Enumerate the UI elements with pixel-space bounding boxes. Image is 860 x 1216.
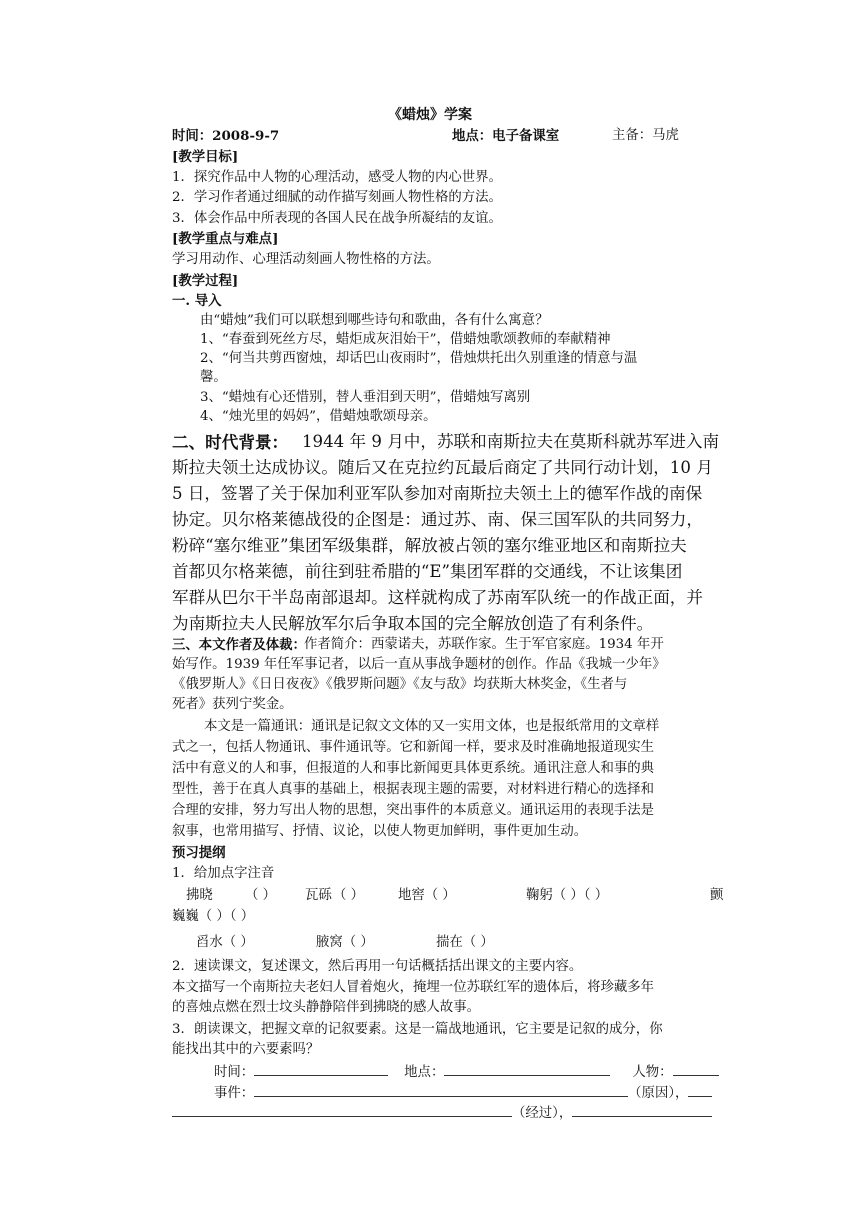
fill-row-1	[214, 1062, 719, 1082]
cause-blank[interactable]	[688, 1083, 712, 1097]
intro-item: 馨。	[200, 370, 227, 385]
pinyin-word: 巍巍（ ）（ ）	[172, 909, 255, 924]
fill-row-3	[172, 1103, 712, 1123]
pinyin-word: 颤	[710, 888, 724, 903]
time-label: 时间：	[214, 1065, 255, 1080]
intro-item: 1、“春蚕到死丝方尽，蜡炬成灰泪始干”，借蜡烛歌颂教师的奉献精神	[200, 332, 611, 347]
result-blank[interactable]	[572, 1103, 712, 1117]
pinyin-word: 揣在（ ）	[436, 935, 494, 950]
place-label: 地点：	[404, 1065, 445, 1080]
background-line: 斯拉夫领土达成协议。随后又在克拉约瓦最后商定了共同行动计划，10 月	[172, 458, 713, 477]
author-line: 《俄罗斯人》《日日夜夜》《俄罗斯问题》《友与敌》均获斯大林奖金，《生者与	[172, 677, 628, 692]
pinyin-blank: （ ）	[333, 888, 365, 903]
cause-label: （原因），	[628, 1086, 689, 1101]
pinyin-word: 拂晓	[186, 888, 213, 903]
meta-host: 主备：马虎	[612, 128, 679, 143]
preview-q3-line: 能找出其中的六要素吗？	[172, 1042, 320, 1057]
author-line: 始写作。1939 年任军事记者，以后一直从事战争题材的创作。作品《我城一少年》	[172, 657, 666, 672]
background-line: 首都贝尔格莱德，前往到驻希腊的“E”集团军群的交通线，不让该集团	[172, 562, 683, 581]
background-heading: 二、时代背景：	[172, 432, 289, 452]
genre-line: 本文是一篇通讯：通讯是记叙文文体的又一实用文体，也是报纸常用的文章样	[204, 719, 660, 734]
author-line: 作者简介：西蒙诺夫，苏联作家。生于军官家庭。1934 年开	[304, 637, 664, 652]
intro-question: 由“蜡烛”我们可以联想到哪些诗句和歌曲，各有什么寓意？	[200, 313, 549, 328]
event-blank[interactable]	[254, 1083, 628, 1097]
author-line: 死者》获列宁奖金。	[172, 697, 293, 712]
pinyin-word: 地窖（ ）	[398, 888, 456, 903]
genre-line: 合理的安排，努力写出人物的思想，突出事件的本质意义。通讯运用的表现手法是	[172, 803, 655, 818]
page-title: 《蜡烛》学案	[388, 107, 472, 123]
meta-place: 地点：电子备课室	[452, 128, 560, 144]
background-line: 协定。贝尔格莱德战役的企图是：通过苏、南、保三国军队的共同努力，	[172, 510, 703, 529]
background-line: 5 日，签署了关于保加利亚军队参加对南斯拉夫领土上的德军作战的南保	[172, 484, 703, 503]
objective-item: 2．学习作者通过细腻的动作描写刻画人物性格的方法。	[172, 190, 502, 205]
event-label: 事件：	[214, 1086, 255, 1101]
pinyin-blank: （ ）	[245, 888, 277, 903]
intro-item: 2、“何当共剪西窗烛，却话巴山夜雨时”，借烛烘托出久别重逢的情意与温	[200, 351, 638, 366]
process-label: （经过），	[512, 1106, 573, 1121]
keypoints-heading: [教学重点与难点]	[172, 231, 279, 247]
keypoints-text: 学习用动作、心理活动刻画人物性格的方法。	[172, 252, 440, 267]
process-heading: [教学过程]	[172, 273, 239, 289]
objective-item: 1．探究作品中人物的心理活动，感受人物的内心世界。	[172, 170, 502, 185]
objectives-heading: [教学目标]	[172, 149, 239, 165]
preview-q1: 1．给加点字注音	[172, 866, 275, 881]
background-line: 粉碎“塞尔维亚”集团军级集群，解放被占领的塞尔维亚地区和南斯拉夫	[172, 536, 687, 555]
background-line: 1944 年 9 月中，苏联和南斯拉夫在莫斯科就苏军进入南	[302, 432, 720, 451]
person-blank[interactable]	[673, 1062, 719, 1076]
time-blank[interactable]	[254, 1062, 388, 1076]
preview-heading: 预习提纲	[172, 845, 226, 861]
pinyin-word: 鞠躬（ ）（ ）	[526, 888, 609, 903]
preview-q2: 2．速读课文，复述课文，然后再用一句话概括括出课文的主要内容。	[172, 959, 583, 974]
preview-q3-line: 3．朗读课文，把握文章的记叙要素。这是一篇战地通讯，它主要是记叙的成分，你	[172, 1022, 663, 1037]
q2-answer-line: 的喜烛点燃在烈士坟头静静陪伴到拂晓的感人故事。	[172, 1000, 480, 1015]
pinyin-word: 舀水（ ）	[196, 935, 254, 950]
objective-item: 3．体会作品中所表现的各国人民在战争所凝结的友谊。	[172, 211, 502, 226]
genre-line: 型性，善于在真人真事的基础上，根据表现主题的需要，对材料进行精心的选择和	[172, 782, 655, 797]
fill-row-2	[214, 1083, 712, 1103]
meta-time: 时间：2008-9-7	[172, 128, 280, 144]
place-blank[interactable]	[444, 1062, 610, 1076]
genre-line: 叙事，也常用描写、抒情、议论，以使人物更加鲜明，事件更加生动。	[172, 824, 588, 839]
background-line: 为南斯拉夫人民解放军尔后争取本国的完全解放创造了有利条件。	[172, 614, 654, 633]
intro-item: 4、“烛光里的妈妈”，借蜡烛歌颂母亲。	[200, 409, 437, 424]
author-heading: 三、本文作者及体裁：	[172, 637, 306, 653]
intro-item: 3、“蜡烛有心还惜别，替人垂泪到天明”，借蜡烛写离别	[200, 390, 531, 405]
genre-line: 式之一，包括人物通讯、事件通讯等。它和新闻一样，要求及时准确地报道现实生	[172, 740, 655, 755]
process-blank[interactable]	[172, 1103, 512, 1117]
intro-heading: 一. 导入	[172, 293, 222, 309]
pinyin-word: 瓦砾	[305, 888, 332, 903]
q2-answer-line: 本文描写一个南斯拉夫老妇人冒着炮火，掩埋一位苏联红军的遗体后，将珍藏多年	[172, 980, 655, 995]
person-label: 人物：	[632, 1065, 673, 1080]
pinyin-word: 腋窝（ ）	[316, 935, 374, 950]
background-line: 军群从巴尔干半岛南部退却。这样就构成了苏南军队统一的作战正面，并	[172, 588, 703, 607]
genre-line: 活中有意义的人和事，但报道的人和事比新闻更具体更系统。通讯注意人和事的典	[172, 761, 655, 776]
